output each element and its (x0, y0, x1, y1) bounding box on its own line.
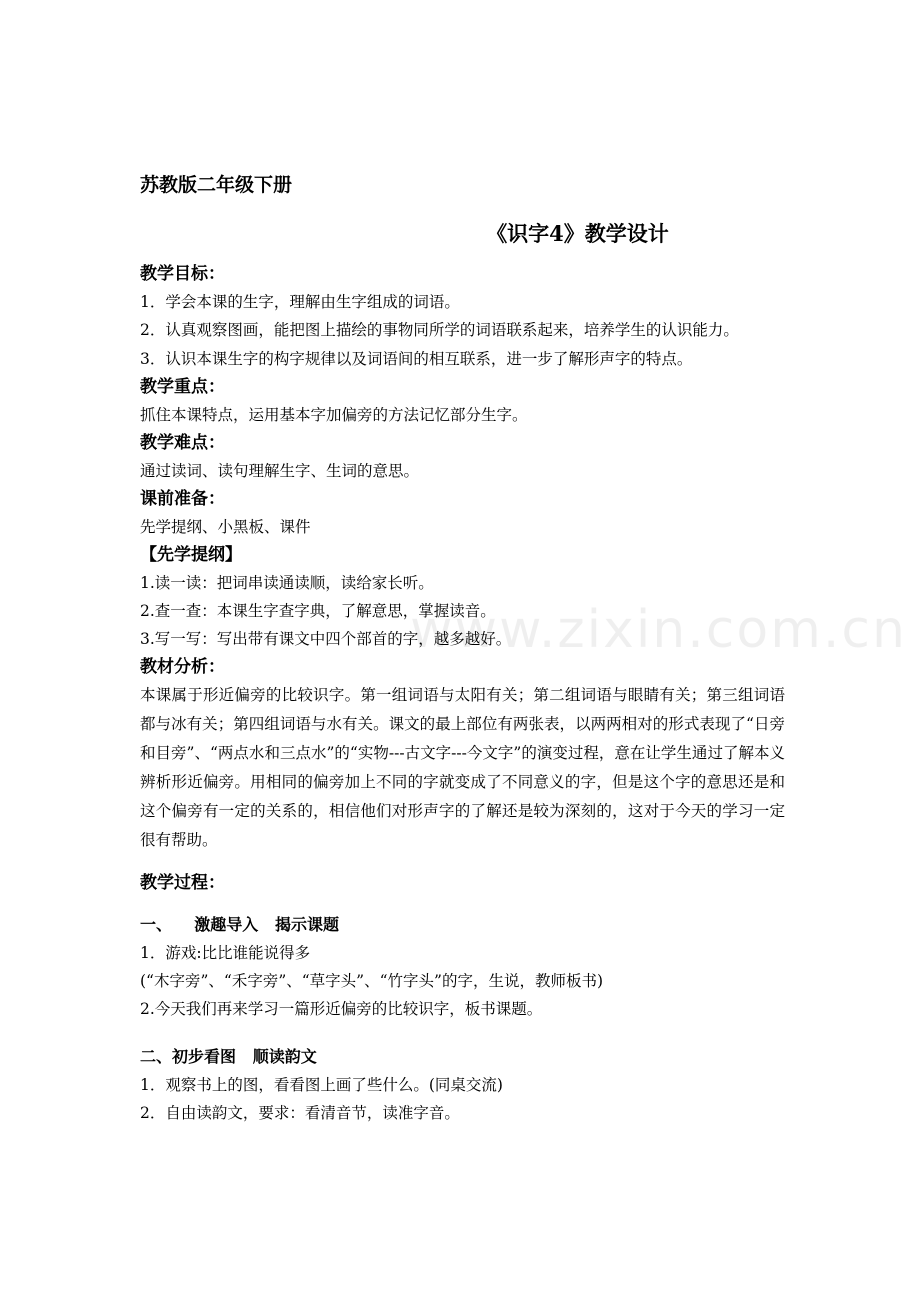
process-item: 2.今天我们再来学习一篇形近偏旁的比较识字，板书课题。 (140, 1000, 543, 1018)
difficulties-heading: 教学难点： (140, 433, 225, 453)
analysis-text: 本课属于形近偏旁的比较识字。第一组词语与太阳有关；第二组词语与眼睛有关；第三组词语都与冰有关；第四组词语与水有关。课文的最上部位有两张表，以两两相对的形式表现了“日旁和目旁”、“两点水和三点水”的“实物---古文字---今文字”的演变过程，意在让学生通过了解本义辨析形近偏旁。用相同的偏旁加上不同的字就变成了不同意义的字，但是这个字的意思还是和这个偏旁有一定的关系的，相信他们对形声字的了解还是较为深刻的，这对于今天的学习一定很有帮助。 (140, 686, 785, 849)
watermark: www.zixin.com.cn (410, 600, 907, 660)
process-section-heading: 一、 激趣导入 揭示课题 (140, 915, 339, 934)
goals-heading: 教学目标： (140, 264, 225, 284)
outline-item: 3.写一写：写出带有课文中四个部首的字，越多越好。 (140, 630, 512, 648)
preparation-heading: 课前准备： (140, 489, 225, 509)
analysis-heading: 教材分析： (140, 657, 225, 677)
process-item: (“木字旁”、“禾字旁”、“草字头”、“竹字头”的字，生说，教师板书) (140, 972, 603, 990)
document-page (140, 168, 785, 1127)
outline-item: 1.读一读：把词串读通读顺，读给家长听。 (140, 574, 434, 592)
goal-item: 1．学会本课的生字，理解由生字组成的词语。 (140, 293, 460, 311)
process-heading: 教学过程： (140, 873, 225, 893)
textbook-header: 苏教版二年级下册 (140, 174, 293, 196)
document-title (140, 216, 785, 252)
process-item: 1．观察书上的图，看看图上画了些什么。(同桌交流) (140, 1076, 503, 1094)
goal-item: 2．认真观察图画，能把图上描绘的事物同所学的词语联系起来，培养学生的认识能力。 (140, 321, 739, 339)
process-section-heading: 二、初步看图 顺读韵文 (140, 1047, 317, 1066)
key-points-text: 抓住本课特点，运用基本字加偏旁的方法记忆部分生字。 (140, 406, 528, 424)
process-item: 2．自由读韵文，要求：看清音节，读准字音。 (140, 1104, 460, 1122)
outline-item: 2.查一查：本课生字查字典，了解意思，掌握读音。 (140, 602, 496, 620)
document-title-text: 《识字4》教学设计 (486, 221, 669, 246)
process-item: 1．游戏:比比谁能说得多 (140, 944, 311, 962)
outline-heading: 【先学提纲】 (140, 545, 242, 565)
difficulties-text: 通过读词、读句理解生字、生词的意思。 (140, 462, 420, 480)
preparation-text: 先学提纲、小黑板、课件 (140, 518, 311, 536)
goal-item: 3．认识本课生字的构字规律以及词语间的相互联系，进一步了解形声字的特点。 (140, 350, 693, 368)
key-points-heading: 教学重点： (140, 377, 225, 397)
